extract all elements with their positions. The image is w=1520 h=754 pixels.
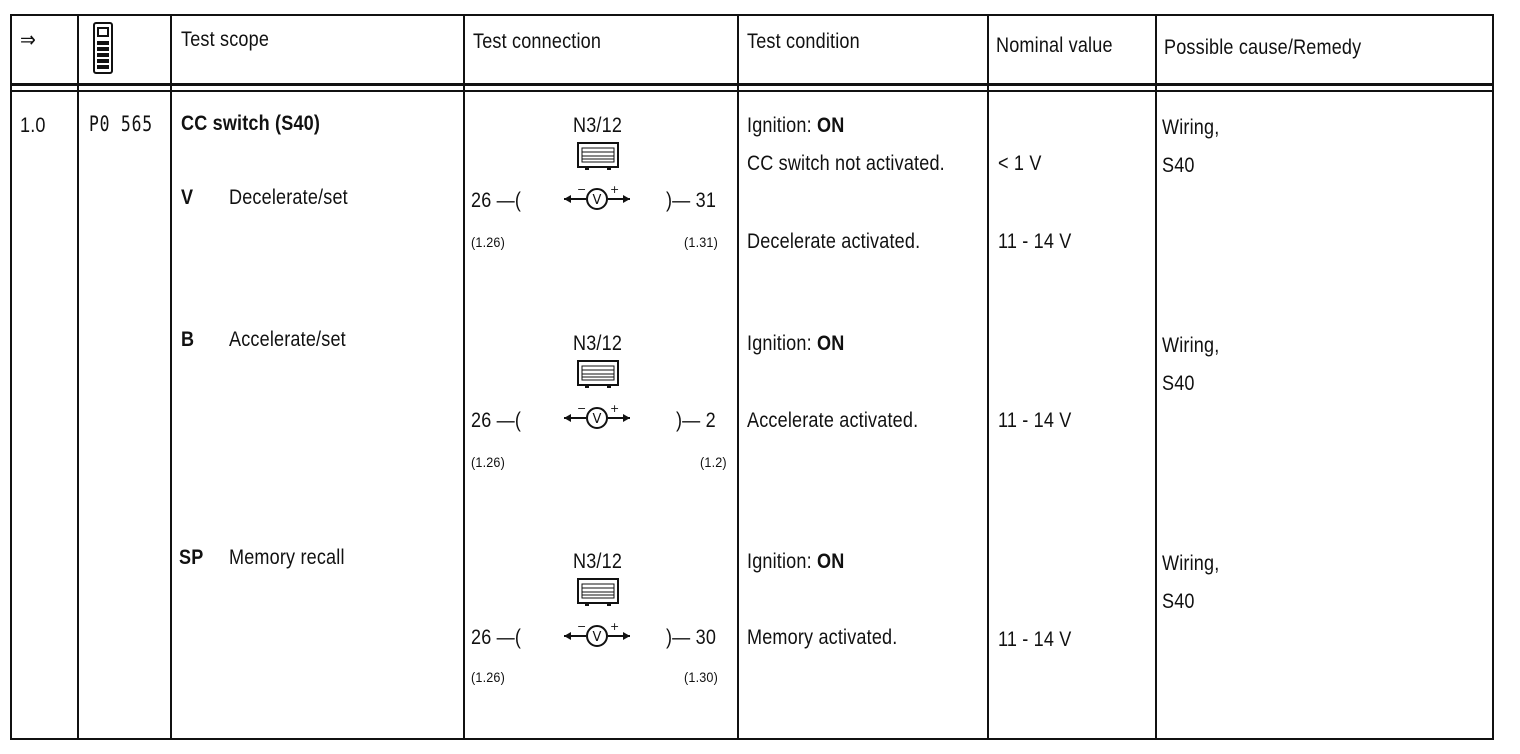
pin-right-number: 31 xyxy=(695,189,717,212)
svg-text:−: − xyxy=(577,185,587,196)
col-sep-4 xyxy=(737,14,739,740)
header-test-connection: Test connection xyxy=(473,30,602,53)
fault-code: P0 565 xyxy=(89,112,153,136)
tester-device-icon xyxy=(92,22,114,74)
remedy-3b: S40 xyxy=(1162,590,1195,613)
pin-right-ref-1: (1.31) xyxy=(684,234,719,250)
table-border-top xyxy=(10,14,1494,16)
pin-right-number: 30 xyxy=(695,626,717,649)
remedy-1b: S40 xyxy=(1162,154,1195,177)
control-module-icon xyxy=(577,142,619,170)
ignition-label: Ignition: xyxy=(747,332,817,355)
col-sep-3 xyxy=(463,14,465,740)
svg-text:V: V xyxy=(592,630,602,645)
header-divider-2 xyxy=(10,90,1494,92)
remedy-3a: Wiring, xyxy=(1162,552,1220,575)
table-border-right xyxy=(1492,14,1494,740)
test-key-b: B xyxy=(181,328,195,351)
step-number: 1.0 xyxy=(20,114,46,137)
pin-left-number: 26 xyxy=(471,626,492,649)
voltmeter-icon xyxy=(562,622,632,648)
ignition-state: ON xyxy=(816,114,845,137)
module-label-3: N3/12 xyxy=(573,550,623,573)
header-divider xyxy=(10,83,1494,86)
header-arrow: ⇒ xyxy=(20,27,37,52)
condition-line-1b: CC switch not activated. xyxy=(747,152,945,175)
nominal-value-2a: 11 - 14 V xyxy=(998,409,1072,432)
table-border-bottom xyxy=(10,738,1494,740)
pin-right-number: 2 xyxy=(705,409,716,432)
pin-right-3: )— 30 xyxy=(666,626,717,649)
nominal-value-3a: 11 - 14 V xyxy=(998,628,1072,651)
svg-text:−: − xyxy=(577,622,587,633)
component-title: CC switch (S40) xyxy=(181,112,321,135)
pin-left-ref-3: (1.26) xyxy=(471,669,506,685)
pin-right-2: )— 2 xyxy=(676,409,716,432)
col-sep-6 xyxy=(1155,14,1157,740)
pin-left-2: 26 —( xyxy=(471,409,522,432)
voltmeter-icon xyxy=(562,404,632,430)
svg-text:+: + xyxy=(610,404,620,415)
pin-right-1: )— 31 xyxy=(666,189,717,212)
header-possible-cause: Possible cause/Remedy xyxy=(1164,36,1362,59)
pin-left-1: 26 —( xyxy=(471,189,522,212)
test-key-v: V xyxy=(181,186,194,209)
ignition-label: Ignition: xyxy=(747,114,817,137)
table-border-left xyxy=(10,14,12,740)
pin-left-ref-2: (1.26) xyxy=(471,454,506,470)
test-label-decelerate: Decelerate/set xyxy=(229,186,348,209)
test-table xyxy=(10,14,1494,740)
col-sep-1 xyxy=(77,14,79,740)
header-nominal-value: Nominal value xyxy=(996,34,1113,57)
col-sep-2 xyxy=(170,14,172,740)
module-label-2: N3/12 xyxy=(573,332,623,355)
nominal-value-1b: 11 - 14 V xyxy=(998,230,1072,253)
condition-line-3b: Memory activated. xyxy=(747,626,898,649)
svg-text:+: + xyxy=(610,622,620,633)
test-label-memory: Memory recall xyxy=(229,546,345,569)
voltmeter-icon xyxy=(562,185,632,211)
svg-text:+: + xyxy=(610,185,620,196)
pin-left-number: 26 xyxy=(471,409,492,432)
ignition-state: ON xyxy=(816,550,845,573)
remedy-2b: S40 xyxy=(1162,372,1195,395)
condition-line-2b: Accelerate activated. xyxy=(747,409,919,432)
svg-text:V: V xyxy=(592,193,602,208)
control-module-icon xyxy=(577,578,619,606)
col-sep-5 xyxy=(987,14,989,740)
condition-ignition-2 xyxy=(747,332,844,356)
header-test-condition: Test condition xyxy=(747,30,860,53)
condition-ignition-3 xyxy=(747,550,844,574)
header-test-scope: Test scope xyxy=(181,28,270,51)
pin-left-3: 26 —( xyxy=(471,626,522,649)
test-key-sp: SP xyxy=(179,546,204,569)
svg-text:V: V xyxy=(592,412,602,427)
pin-left-number: 26 xyxy=(471,189,492,212)
ignition-label: Ignition: xyxy=(747,550,817,573)
remedy-1a: Wiring, xyxy=(1162,116,1220,139)
module-label-1: N3/12 xyxy=(573,114,623,137)
condition-line-1c: Decelerate activated. xyxy=(747,230,921,253)
nominal-value-1a: < 1 V xyxy=(998,152,1042,175)
ignition-state: ON xyxy=(816,332,845,355)
svg-text:−: − xyxy=(577,404,587,415)
test-label-accelerate: Accelerate/set xyxy=(229,328,346,351)
pin-right-ref-2: (1.2) xyxy=(700,454,727,470)
pin-left-ref-1: (1.26) xyxy=(471,234,506,250)
pin-right-ref-3: (1.30) xyxy=(684,669,719,685)
condition-ignition-1 xyxy=(747,114,844,138)
remedy-2a: Wiring, xyxy=(1162,334,1220,357)
control-module-icon xyxy=(577,360,619,388)
